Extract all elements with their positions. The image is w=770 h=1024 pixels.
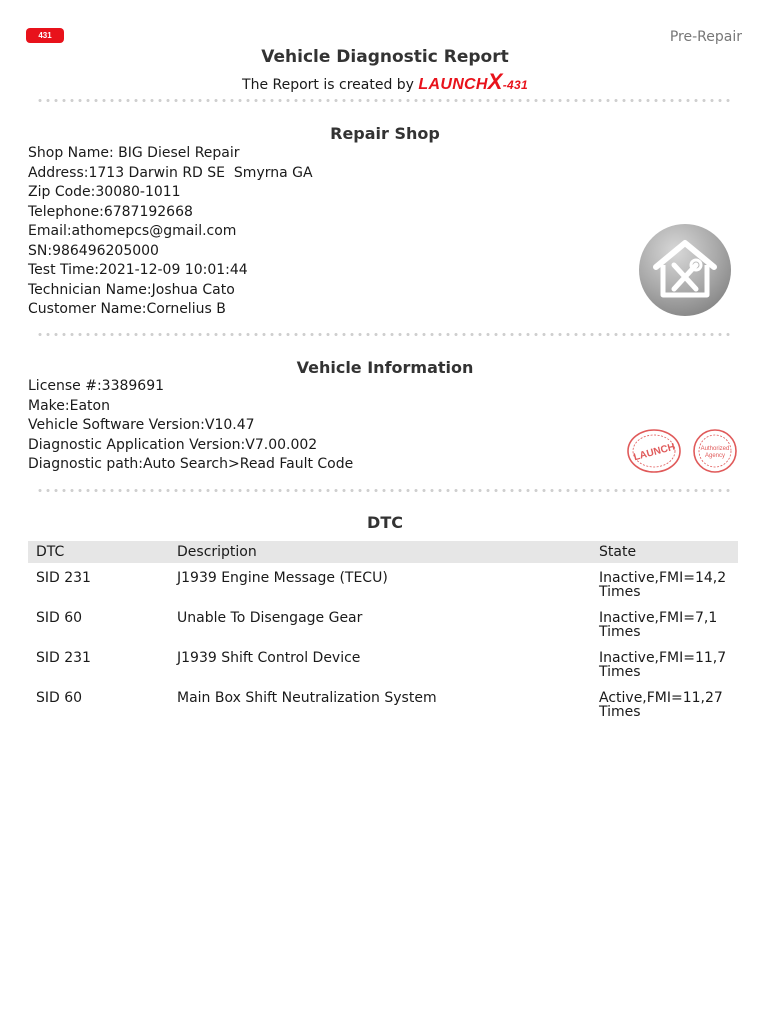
dtc-header-row	[28, 541, 738, 563]
technician-name: Technician Name:Joshua Cato	[28, 281, 235, 298]
dtc-table	[28, 541, 738, 723]
shop-name: Shop Name: BIG Diesel Repair	[28, 145, 240, 161]
table-row	[28, 683, 738, 723]
dtc-state: Inactive,FMI=7,1 Times	[599, 610, 718, 640]
header-state: State	[591, 541, 738, 563]
svg-text:LAUNCH: LAUNCH	[632, 441, 677, 464]
divider	[36, 489, 734, 492]
repair-shop-info	[28, 144, 313, 320]
customer-name: Customer Name:Cornelius B	[28, 301, 226, 317]
shop-zip: Zip Code:30080-1011	[28, 184, 181, 200]
test-time: Test Time:2021-12-09 10:01:44	[28, 262, 248, 278]
dtc-state: Inactive,FMI=11,7 Times	[599, 650, 727, 680]
vehicle-info-title: Vehicle Information	[296, 358, 474, 377]
house-tools-icon	[638, 223, 732, 317]
dtc-state: Inactive,FMI=14,2 Times	[599, 570, 727, 600]
launch-logo: LAUNCHX-431	[418, 69, 528, 94]
launch-stamp-icon	[626, 428, 682, 474]
diagnostic-app-version: Diagnostic Application Version:V7.00.002	[28, 436, 318, 453]
vehicle-software-version: Vehicle Software Version:V10.47	[28, 417, 255, 433]
table-row	[28, 563, 738, 603]
report-title: Vehicle Diagnostic Report	[261, 47, 509, 67]
divider	[36, 99, 734, 102]
dtc-description: Unable To Disengage Gear	[177, 610, 363, 626]
dtc-code: SID 231	[36, 650, 91, 666]
header-description: Description	[169, 541, 591, 563]
vehicle-info	[28, 377, 353, 475]
authorized-agency-stamp-icon	[690, 428, 740, 474]
repair-shop-title: Repair Shop	[330, 124, 440, 143]
shop-telephone: Telephone:6787192668	[28, 203, 193, 220]
dtc-description: J1939 Engine Message (TECU)	[177, 570, 388, 586]
shop-sn: SN:986496205000	[28, 242, 159, 259]
report-status: Pre-Repair	[669, 29, 742, 45]
table-row	[28, 643, 738, 683]
license-number: License #:3389691	[28, 378, 165, 394]
report-subtitle	[0, 69, 770, 95]
shop-email: Email:athomepcs@gmail.com	[28, 223, 237, 239]
launch-431-badge: 431	[26, 28, 64, 43]
dtc-code: SID 60	[36, 610, 83, 626]
vehicle-make: Make:Eaton	[28, 397, 110, 414]
header-dtc: DTC	[28, 541, 169, 563]
subtitle-prefix: The Report is created by	[242, 77, 419, 93]
table-row	[28, 603, 738, 643]
dtc-title: DTC	[367, 513, 403, 532]
shop-address: Address:1713 Darwin RD SE Smyrna GA	[28, 164, 313, 181]
dtc-description: J1939 Shift Control Device	[177, 650, 361, 666]
dtc-state: Active,FMI=11,27 Times	[599, 690, 723, 720]
svg-text:Authorized: Authorized	[700, 446, 730, 452]
dtc-description: Main Box Shift Neutralization System	[177, 690, 437, 706]
dtc-code: SID 60	[36, 690, 83, 706]
diagnostic-path: Diagnostic path:Auto Search>Read Fault Code	[28, 456, 354, 472]
svg-text:Agency: Agency	[704, 453, 726, 459]
dtc-code: SID 231	[36, 570, 91, 586]
divider	[36, 333, 734, 336]
